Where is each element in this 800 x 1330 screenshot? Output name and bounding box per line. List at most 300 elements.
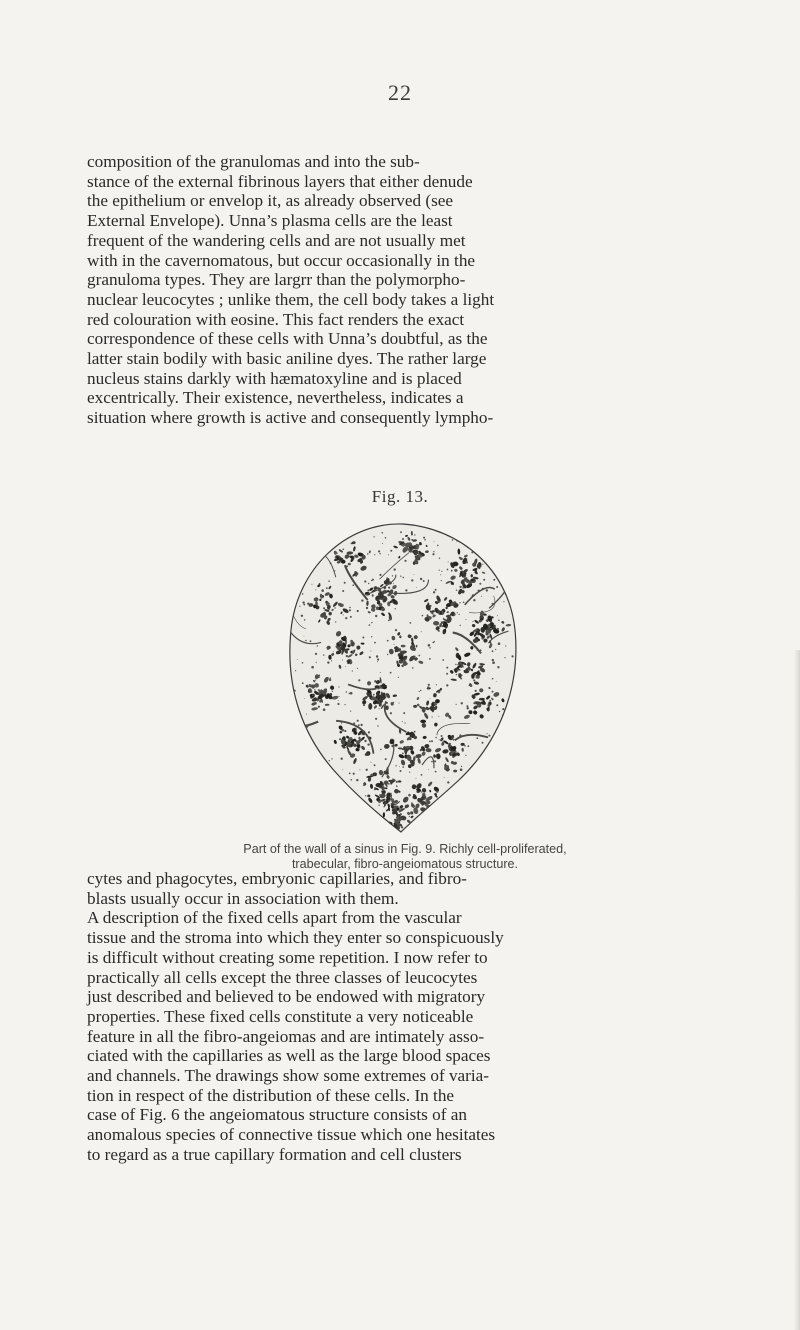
stipple-dot (358, 679, 360, 681)
stipple-dot (491, 764, 493, 766)
stipple-dot (414, 731, 416, 733)
stipple-dot (350, 711, 351, 712)
stipple-dot (404, 818, 406, 820)
stipple-dot (469, 792, 471, 794)
stipple-dot (497, 615, 498, 616)
stipple-dot (471, 551, 473, 553)
stipple-dot (320, 533, 323, 536)
stipple-dot (326, 822, 327, 823)
stipple-dot (349, 607, 351, 609)
stipple-dot (343, 549, 345, 551)
stipple-dot (435, 771, 437, 773)
stipple-dot (307, 535, 308, 536)
stipple-dot (334, 607, 335, 608)
stipple-dot (310, 745, 312, 747)
stipple-dot (351, 543, 352, 544)
stipple-dot (323, 607, 325, 609)
stipple-dot (356, 779, 358, 781)
stipple-dot (495, 778, 496, 779)
stipple-dot (339, 538, 341, 540)
stipple-dot (411, 802, 413, 804)
stipple-dot (431, 612, 432, 613)
stipple-dot (336, 552, 338, 554)
stipple-dot (453, 739, 455, 741)
stipple-dot (354, 549, 355, 550)
stipple-dot (340, 731, 341, 732)
stipple-dot (375, 705, 377, 707)
stipple-dot (311, 666, 314, 669)
stipple-dot (342, 604, 344, 606)
stipple-dot (446, 667, 448, 669)
stipple-dot (400, 635, 402, 637)
stipple-dot (369, 624, 371, 626)
stipple-dot (441, 621, 442, 622)
stipple-dot (363, 783, 364, 784)
stipple-dot (345, 617, 347, 619)
stipple-dot (365, 812, 368, 815)
text-line: properties. These fixed cells constitute a very noticeable (87, 1006, 474, 1026)
stipple-dot (352, 804, 354, 806)
stipple-dot (493, 734, 494, 735)
stipple-dot (331, 660, 332, 661)
stipple-dot (439, 570, 440, 571)
stipple-dot (307, 603, 309, 605)
stipple-dot (449, 603, 450, 604)
stipple-dot (374, 642, 376, 644)
stipple-dot (486, 733, 487, 734)
stipple-dot (335, 621, 336, 622)
stipple-dot (403, 712, 405, 714)
stipple-dot (363, 817, 365, 819)
stipple-dot (498, 747, 500, 749)
text-line: feature in all the fibro-angeiomas and are intimately asso- (87, 1026, 485, 1046)
stipple-dot (322, 822, 323, 823)
stipple-dot (429, 647, 431, 649)
stipple-dot (512, 722, 513, 723)
stipple-dot (374, 788, 376, 790)
stipple-dot (461, 766, 462, 767)
stipple-dot (488, 703, 489, 704)
stipple-dot (377, 725, 378, 726)
stipple-dot (498, 620, 499, 621)
stipple-dot (402, 766, 404, 768)
stipple-dot (346, 691, 347, 692)
stipple-dot (495, 649, 496, 650)
stipple-dot (293, 786, 294, 787)
cell-nucleus (376, 693, 379, 699)
stipple-dot (323, 708, 326, 711)
stipple-dot (337, 649, 339, 651)
stipple-dot (429, 749, 430, 750)
stipple-dot (487, 545, 489, 547)
stipple-dot (428, 684, 430, 686)
stipple-dot (328, 793, 329, 794)
stipple-dot (318, 689, 320, 691)
stipple-dot (419, 691, 420, 692)
stipple-dot (327, 648, 329, 650)
stipple-dot (400, 531, 402, 533)
stipple-dot (435, 737, 437, 739)
stipple-dot (442, 741, 444, 743)
stipple-dot (327, 661, 329, 663)
stipple-dot (402, 721, 403, 722)
stipple-dot (420, 690, 421, 691)
stipple-dot (383, 800, 384, 801)
stipple-dot (306, 714, 307, 715)
stipple-dot (498, 550, 500, 552)
stipple-dot (319, 700, 322, 703)
stipple-dot (352, 670, 353, 671)
stipple-dot (310, 530, 312, 532)
text-line: nucleus stains darkly with hæmatoxyline and is placed (87, 368, 462, 388)
stipple-dot (504, 657, 505, 658)
stipple-dot (444, 777, 445, 778)
stipple-dot (304, 636, 305, 637)
stipple-dot (497, 628, 499, 630)
stipple-dot (310, 801, 312, 803)
stipple-dot (379, 574, 381, 576)
stipple-dot (329, 805, 331, 807)
stipple-dot (509, 752, 511, 754)
stipple-dot (372, 594, 374, 596)
stipple-dot (322, 533, 323, 534)
stipple-dot (439, 739, 440, 740)
text-line: tissue and the stroma into which they enter so conspicuously (87, 928, 504, 948)
stipple-dot (387, 654, 388, 655)
stipple-dot (349, 693, 351, 695)
stipple-dot (318, 822, 320, 824)
stipple-dot (413, 806, 415, 808)
stipple-dot (304, 698, 305, 699)
stipple-dot (500, 545, 502, 547)
stipple-dot (508, 743, 510, 745)
figure-caption (100, 842, 710, 871)
stipple-dot (466, 558, 468, 560)
stipple-dot (436, 791, 438, 793)
stipple-dot (365, 795, 366, 796)
stipple-dot (320, 812, 321, 813)
stipple-dot (338, 792, 340, 794)
text-line: stance of the external fibrinous layers that either denude (87, 171, 473, 191)
text-line: excentrically. Their existence, nevertheless, indicates a (87, 388, 464, 408)
stipple-dot (445, 813, 446, 814)
stipple-dot (315, 589, 316, 590)
text-line: red colouration with eosine. This fact renders the exact (87, 309, 465, 329)
stipple-dot (429, 658, 431, 660)
stipple-dot (496, 787, 498, 789)
stipple-dot (511, 718, 512, 719)
paragraph-bottom (87, 869, 720, 1165)
stipple-dot (426, 821, 428, 823)
stipple-dot (428, 644, 431, 647)
stipple-dot (416, 778, 417, 779)
stipple-dot (388, 554, 389, 555)
stipple-dot (306, 746, 307, 747)
stipple-dot (357, 817, 359, 819)
stipple-dot (316, 662, 317, 663)
stipple-dot (382, 543, 383, 544)
stipple-dot (475, 530, 477, 532)
text-line: with in the cavernomatous, but occur occasionally in the (87, 250, 476, 270)
stipple-dot (438, 630, 440, 632)
stipple-dot (332, 691, 333, 692)
trabecula-strand (496, 806, 523, 835)
stipple-dot (473, 599, 475, 601)
stipple-dot (385, 758, 387, 760)
stipple-dot (380, 749, 382, 751)
stipple-dot (376, 655, 378, 657)
stipple-dot (404, 560, 406, 562)
stipple-dot (367, 743, 369, 745)
stipple-dot (353, 773, 355, 775)
cell-nucleus (381, 827, 384, 832)
stipple-dot (345, 666, 346, 667)
stipple-dot (388, 620, 390, 622)
stipple-dot (420, 578, 422, 580)
text-line: case of Fig. 6 the angeiomatous structure consists of an (87, 1105, 467, 1125)
stipple-dot (506, 550, 507, 551)
stipple-dot (377, 661, 378, 662)
stipple-dot (297, 532, 299, 534)
stipple-dot (447, 569, 449, 571)
stipple-dot (333, 789, 335, 791)
stipple-dot (304, 619, 306, 621)
stipple-dot (379, 708, 380, 709)
stipple-dot (329, 760, 330, 761)
stipple-dot (400, 813, 402, 815)
stipple-dot (454, 613, 456, 615)
stipple-dot (375, 718, 377, 720)
stipple-dot (496, 704, 498, 706)
stipple-dot (460, 625, 461, 626)
cell-nucleus (420, 816, 423, 819)
stipple-dot (380, 672, 381, 673)
stipple-dot (329, 679, 331, 681)
stipple-dot (446, 673, 448, 675)
text-line: to regard as a true capillary formation and cell clusters (87, 1144, 462, 1164)
stipple-dot (504, 758, 506, 760)
stipple-dot (465, 814, 467, 816)
stipple-dot (400, 576, 401, 577)
figure-illustration (283, 518, 523, 838)
stipple-dot (305, 640, 307, 642)
stipple-dot (302, 593, 304, 595)
stipple-dot (350, 640, 353, 643)
stipple-dot (466, 619, 467, 620)
stipple-dot (344, 582, 346, 584)
stipple-dot (461, 558, 463, 560)
stipple-dot (306, 777, 307, 778)
stipple-dot (475, 690, 477, 692)
stipple-dot (390, 672, 392, 674)
histology-drawing (283, 518, 523, 838)
stipple-dot (462, 825, 464, 827)
stipple-dot (359, 769, 360, 770)
stipple-dot (425, 801, 427, 803)
stipple-dot (415, 827, 417, 829)
stipple-dot (477, 633, 478, 634)
stipple-dot (343, 788, 344, 789)
stipple-dot (457, 612, 458, 613)
stipple-dot (489, 624, 490, 625)
stipple-dot (294, 793, 296, 795)
stipple-dot (319, 583, 321, 585)
stipple-dot (488, 735, 490, 737)
stipple-dot (416, 587, 417, 588)
stipple-dot (350, 616, 352, 618)
stipple-dot (308, 741, 309, 742)
stipple-dot (433, 551, 434, 552)
stipple-dot (438, 691, 441, 694)
text-line: A description of the fixed cells apart from the vascular (87, 908, 462, 928)
stipple-dot (457, 669, 459, 671)
stipple-dot (409, 795, 411, 797)
text-line: situation where growth is active and consequently lympho- (87, 408, 494, 428)
stipple-dot (476, 787, 477, 788)
stipple-dot (424, 539, 426, 541)
stipple-dot (432, 553, 434, 555)
stipple-dot (465, 541, 467, 543)
stipple-dot (297, 818, 298, 819)
stipple-dot (497, 666, 499, 668)
stipple-dot (315, 680, 316, 681)
stipple-dot (487, 785, 489, 787)
stipple-dot (461, 702, 463, 704)
stipple-dot (371, 636, 372, 637)
stipple-dot (402, 544, 403, 545)
stipple-dot (342, 590, 344, 592)
text-line: latter stain bodily with basic aniline dyes. The rather large (87, 349, 487, 369)
trabecula-strand (315, 806, 319, 838)
stipple-dot (339, 696, 340, 697)
stipple-dot (472, 528, 474, 530)
stipple-dot (355, 728, 357, 730)
stipple-dot (370, 651, 371, 652)
stipple-dot (374, 554, 375, 555)
caption-line: trabecular, fibro-angeiomatous structure. (291, 856, 519, 871)
stipple-dot (326, 587, 328, 589)
stipple-dot (309, 751, 311, 753)
stipple-dot (398, 677, 399, 678)
stipple-dot (456, 674, 458, 676)
stipple-dot (409, 816, 410, 817)
stipple-dot (366, 607, 368, 609)
stipple-dot (421, 791, 423, 793)
stipple-dot (339, 738, 341, 740)
stipple-dot (468, 821, 470, 823)
stipple-dot (443, 618, 444, 619)
stipple-dot (482, 742, 484, 744)
stipple-dot (418, 546, 420, 548)
stipple-dot (347, 750, 349, 752)
caption-line: Part of the wall of a sinus in Fig. 9. Richly cell-proliferated, (243, 842, 567, 856)
stipple-dot (340, 781, 343, 784)
stipple-dot (413, 756, 414, 757)
stipple-dot (406, 550, 408, 552)
stipple-dot (357, 610, 359, 612)
stipple-dot (437, 545, 439, 547)
stipple-dot (428, 769, 429, 770)
stipple-dot (414, 574, 415, 575)
stipple-dot (480, 545, 482, 547)
stipple-dot (478, 787, 480, 789)
trabecula-strand (462, 782, 498, 790)
stipple-dot (431, 761, 433, 763)
stipple-dot (394, 568, 396, 570)
stipple-dot (460, 768, 463, 771)
stipple-dot (446, 684, 448, 686)
stipple-dot (463, 602, 465, 604)
stipple-dot (472, 796, 474, 798)
stipple-dot (378, 599, 379, 600)
stipple-dot (439, 558, 440, 559)
text-line: practically all cells except the three classes of leucocytes (87, 967, 478, 987)
stipple-dot (401, 665, 404, 668)
stipple-dot (395, 765, 396, 766)
stipple-dot (481, 596, 482, 597)
stipple-dot (377, 658, 379, 660)
stipple-dot (303, 604, 305, 606)
stipple-dot (459, 614, 460, 615)
stipple-dot (496, 681, 497, 682)
stipple-dot (411, 539, 413, 541)
stipple-dot (318, 706, 320, 708)
stipple-dot (441, 580, 442, 581)
stipple-dot (457, 664, 458, 665)
stipple-dot (373, 819, 376, 822)
stipple-dot (459, 586, 461, 588)
stipple-dot (345, 704, 346, 705)
stipple-dot (496, 586, 498, 588)
stipple-dot (480, 666, 481, 667)
stipple-dot (375, 615, 377, 617)
stipple-dot (338, 686, 339, 687)
stipple-dot (337, 703, 339, 705)
stipple-dot (423, 580, 425, 582)
stipple-dot (460, 533, 461, 534)
figure-label: Fig. 13. (371, 487, 429, 506)
stipple-dot (388, 587, 390, 589)
stipple-dot (312, 746, 314, 748)
stipple-dot (412, 734, 413, 735)
stipple-dot (421, 631, 422, 632)
stipple-dot (352, 731, 353, 732)
stipple-dot (367, 590, 369, 592)
stipple-dot (459, 602, 460, 603)
stipple-dot (427, 686, 429, 688)
text-line: nuclear leucocytes ; unlike them, the cell body takes a light (87, 289, 495, 309)
stipple-dot (379, 553, 380, 554)
stipple-dot (388, 800, 390, 802)
trabecula-strand (323, 802, 338, 826)
stipple-dot (396, 781, 398, 783)
stipple-dot (465, 790, 466, 791)
stipple-dot (469, 685, 470, 686)
stipple-dot (421, 774, 423, 776)
stipple-dot (360, 724, 362, 726)
stipple-dot (417, 704, 420, 707)
stipple-dot (493, 579, 495, 581)
stipple-dot (503, 531, 505, 533)
stipple-dot (310, 565, 312, 567)
stipple-dot (357, 720, 359, 722)
stipple-dot (481, 757, 483, 759)
stipple-dot (310, 641, 311, 642)
stipple-dot (448, 561, 449, 562)
stipple-dot (341, 758, 343, 760)
stipple-dot (334, 822, 336, 824)
stipple-dot (501, 568, 502, 569)
